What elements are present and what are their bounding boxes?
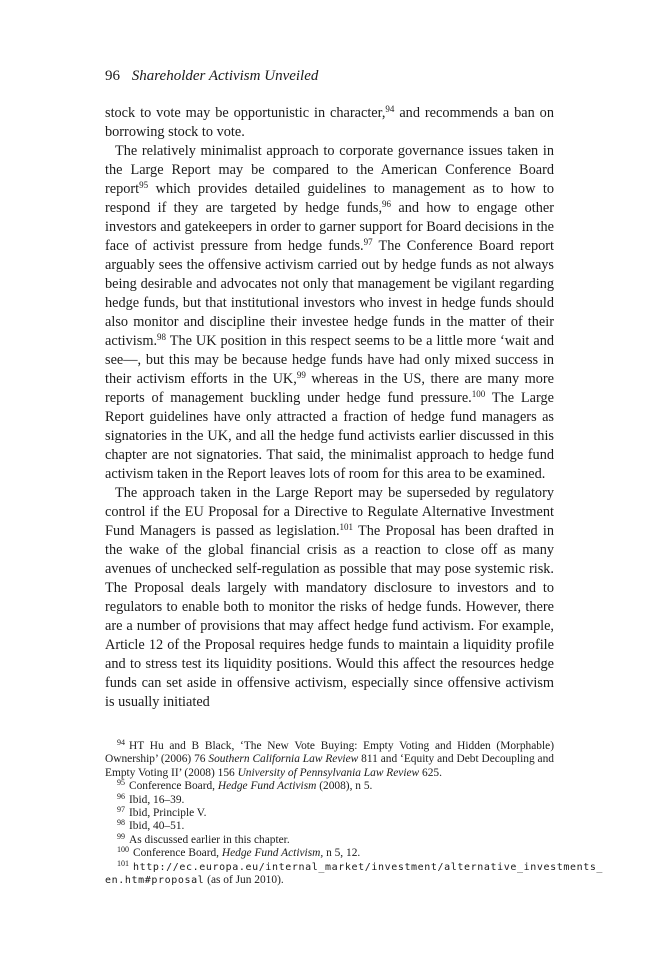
footnote-number: 100 [117, 845, 129, 855]
text-run: (2008), n 5. [316, 780, 373, 793]
footnote-number: 101 [117, 858, 129, 868]
text-run: HT Hu and B Black, ‘The New Vote Buying: Empty Voting and Hidden (Morphable) Ownership’ (2006) 76 [105, 740, 554, 766]
text-run: The Conference Board report arguably sees the offensive activism carried out by hedge funds as not always being desirable and advocates not only that management be vigilant regarding hedge funds, but that institutional investors who invest in hedge funds should also monitor and discipline their investee hedge funds in the matter of their activism. [105, 238, 554, 349]
footnote-number: 95 [117, 778, 125, 788]
footnote-number: 96 [117, 791, 125, 801]
footnote-95 [105, 780, 554, 793]
footnote-97 [105, 807, 554, 820]
footnote-ref: 101 [339, 522, 354, 532]
footnote-number: 94 [117, 738, 125, 747]
text-run: The Proposal has been drafted in the wake of the global financial crisis as a reaction to close off as many avenues of unchecked self-regulation as possible that may pose systemic risk. The Proposal deals largely with mandatory disclosure to investors and to regulators to enable both to monitor the risks of hedge funds. However, there are a number of provisions that may affect hedge fund activism. For example, Article 12 of the Proposal requires hedge funds to maintain a liquidity profile and to stress test its liquidity positions. Would this affect the resources hedge funds can set aside in offensive activism, especially since offensive activism is usually initiated [105, 523, 554, 710]
journal-title: University of Pennsylvania Law Review [237, 766, 420, 779]
paragraph-2 [105, 142, 554, 484]
footnote-number: 98 [117, 818, 125, 828]
paragraph-1 [105, 104, 554, 142]
footnote-ref: 96 [382, 199, 392, 209]
footnote-ref: 100 [471, 389, 486, 399]
footnote-96 [105, 791, 554, 807]
body-text [105, 104, 554, 712]
text-run: and how to engage other investors and gatekeepers in order to garner support for Board decisions in the face of activist pressure from hedge funds. [105, 200, 554, 254]
text-run: 811 and ‘Equity and Debt Decoupling and Empty Voting II’ (2008) 156 [105, 753, 554, 779]
text-run: The relatively minimalist approach to corporate governance issues taken in the Large Report may be compared to the American Conference Board report [105, 143, 554, 197]
text-run: The approach taken in the Large Report may be superseded by regulatory control if the EU Proposal for a Directive to Regulate Alternative Investment Fund Managers is passed as legislation. [105, 485, 554, 539]
text-run: which provides detailed guidelines to management as to how to respond if they are targeted by hedge funds, [105, 181, 554, 216]
text-run: whereas in the US, there are many more reports of management buckling under hedge fund pressure. [105, 371, 554, 406]
text-run: Ibid, 40–51. [129, 820, 185, 833]
text-run: stock to vote may be opportunistic in character, [105, 105, 386, 121]
footnote-94 [105, 740, 554, 780]
text-run: Conference Board, [129, 780, 218, 793]
footnote-ref: 95 [139, 180, 149, 190]
text-run: The UK position in this respect seems to be a little more ‘wait and see—, but this may be because hedge funds have had only mixed success in their activism efforts in the UK, [105, 333, 554, 387]
page-number: 96 [105, 68, 120, 84]
url-link[interactable]: http://ec.europa.eu/internal_market/investment/alternative_investments_ en.htm#proposal [105, 861, 604, 887]
footnote-98 [105, 820, 554, 833]
text-run: As discussed earlier in this chapter. [129, 833, 290, 846]
publication-title: Hedge Fund Activism, [221, 847, 324, 860]
publication-title: Hedge Fund Activism [217, 780, 317, 793]
journal-title: Southern California Law Review [208, 753, 359, 766]
running-title: Shareholder Activism Unveiled [131, 68, 319, 84]
text-run: The Large Report guidelines have only attracted a fraction of hedge fund managers as signatories in the UK, and all the hedge fund activists earlier discussed in this chapter are not signatories. That said, the minimalist approach to hedge fund activism taken in the Report leaves lots of room for this area to be examined. [105, 390, 554, 482]
running-header [105, 67, 318, 85]
text-run: (as of Jun 2010). [204, 874, 284, 887]
text-run: Conference Board, [133, 847, 222, 860]
text-run: Ibid, 16–39. [129, 793, 185, 806]
footnote-ref: 99 [296, 370, 306, 380]
text-run: 625. [419, 766, 442, 779]
paragraph-3 [105, 484, 554, 712]
footnote-101 [105, 858, 604, 888]
footnote-ref: 94 [385, 104, 395, 114]
footnote-99 [105, 831, 554, 847]
footnote-number: 97 [117, 805, 125, 815]
text-run: n 5, 12. [323, 847, 361, 860]
text-run: and recommends a ban on borrowing stock to vote. [105, 105, 554, 140]
footnote-ref: 98 [157, 332, 167, 342]
footnote-number: 99 [117, 831, 125, 841]
footnotes [105, 738, 604, 887]
footnote-100 [105, 847, 554, 860]
text-run: Ibid, Principle V. [129, 807, 207, 820]
footnote-ref: 97 [363, 237, 373, 247]
